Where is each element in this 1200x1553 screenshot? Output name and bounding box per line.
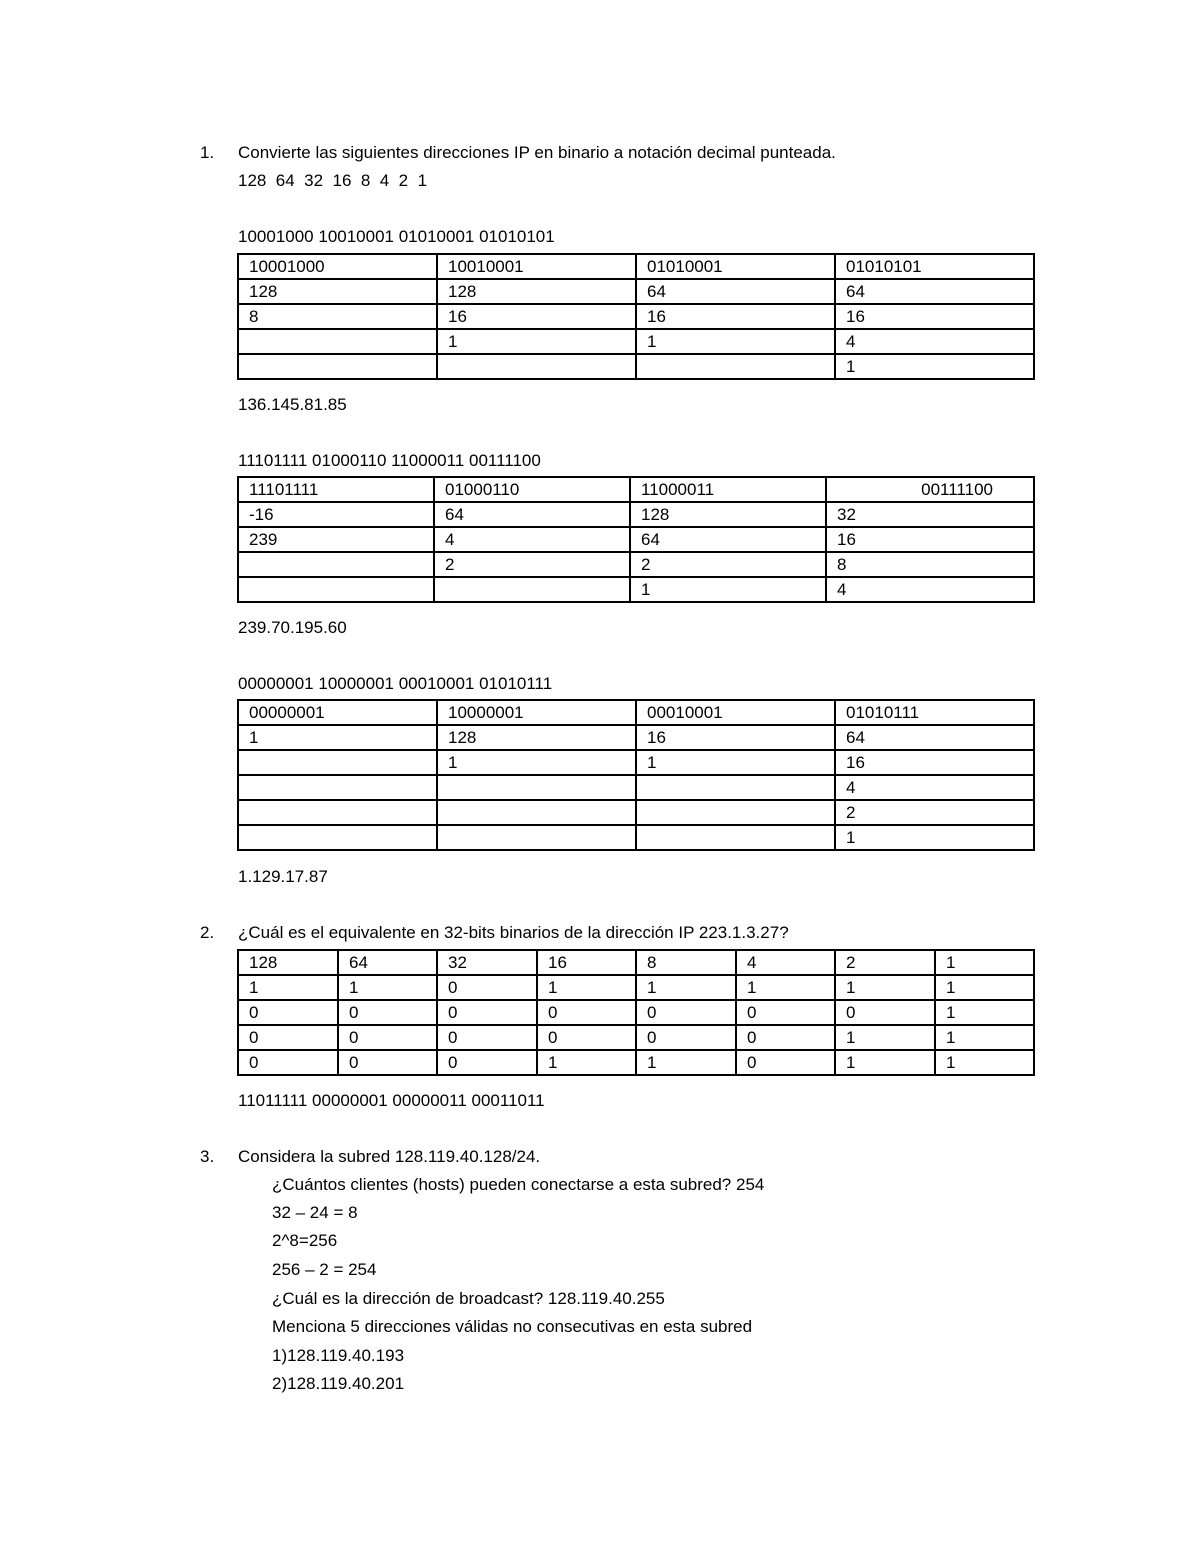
table-cell: 4 [826,577,1034,602]
table-cell: 0 [238,1050,338,1075]
table-cell: 0 [338,1000,437,1025]
table-cell: 2 [630,552,826,577]
table-cell [238,825,437,850]
q3-hosts-question: ¿Cuántos clientes (hosts) pueden conectarse a esta subred? 254 [272,1175,765,1194]
table-cell: 4 [835,775,1034,800]
table-cell: 2 [835,800,1034,825]
table-row [238,1025,1034,1050]
table-row [238,329,1034,354]
table-cell [437,800,636,825]
table-row [238,725,1034,750]
table-row [238,825,1034,850]
table-cell: 128 [437,725,636,750]
table-cell: 11101111 [238,477,434,502]
table-cell: 01010111 [835,700,1034,725]
table-cell: 32 [826,502,1034,527]
q3-broadcast-question: ¿Cuál es la dirección de broadcast? 128.119.40.255 [272,1289,665,1308]
table-cell: 1 [935,1025,1034,1050]
table-cell: 00000001 [238,700,437,725]
table-cell [238,800,437,825]
table-cell: 64 [636,279,835,304]
table-row [238,1000,1034,1025]
q1-block1-result: 136.145.81.85 [238,395,347,414]
q3-calc-line: 256 – 2 = 254 [272,1260,377,1279]
table-cell: 4 [434,527,630,552]
table-row [238,552,1034,577]
table-cell: 1 [935,950,1034,975]
q1-number: 1. [200,143,215,162]
table-cell: 128 [238,950,338,975]
table-cell: 11000011 [630,477,826,502]
table-cell: 01010101 [835,254,1034,279]
table-row [238,700,1034,725]
table-cell: 32 [437,950,537,975]
table-cell: 4 [835,329,1034,354]
table-cell: 1 [835,825,1034,850]
table-cell: 0 [537,1025,636,1050]
q1-bit-weights: 128 64 32 16 8 4 2 1 [238,171,428,190]
table-cell: 128 [630,502,826,527]
table-cell [238,577,434,602]
table-cell: 1 [437,329,636,354]
table-row [238,527,1034,552]
table-cell: 239 [238,527,434,552]
q3-title: Considera la subred 128.119.40.128/24. [238,1147,541,1166]
table-cell: 10001000 [238,254,437,279]
table-cell: 1 [630,577,826,602]
table-cell: 10000001 [437,700,636,725]
table-row [238,304,1034,329]
table-cell: -16 [238,502,434,527]
q3-valid-addresses-prompt: Menciona 5 direcciones válidas no consecutivas en esta subred [272,1317,753,1336]
table-row [238,775,1034,800]
table-cell: 8 [826,552,1034,577]
table-cell: 00111100 [826,477,1034,502]
table-cell: 01000110 [434,477,630,502]
table-cell: 1 [636,329,835,354]
table-cell: 4 [736,950,835,975]
table-cell: 10010001 [437,254,636,279]
table-cell: 0 [537,1000,636,1025]
table-cell: 1 [736,975,835,1000]
q3-calc-line: 2^8=256 [272,1231,338,1250]
q3-address-item: 1)128.119.40.193 [272,1346,405,1365]
table-cell: 2 [835,950,935,975]
q1-block2-table [237,476,1035,603]
table-row [238,950,1034,975]
table-cell: 1 [437,750,636,775]
table-cell [238,354,437,379]
table-cell: 128 [238,279,437,304]
table-cell: 0 [736,1000,835,1025]
table-row [238,477,1034,502]
table-cell: 0 [636,1000,736,1025]
table-cell: 1 [636,750,835,775]
table-cell [636,354,835,379]
table-row [238,354,1034,379]
table-cell: 00010001 [636,700,835,725]
q3-number: 3. [200,1147,215,1166]
table-row [238,800,1034,825]
table-row [238,279,1034,304]
q2-number: 2. [200,923,215,942]
q1-block1-table [237,253,1035,380]
table-cell: 1 [537,1050,636,1075]
table-cell: 1 [835,354,1034,379]
table-cell: 0 [238,1025,338,1050]
table-cell [238,329,437,354]
table-cell: 0 [238,1000,338,1025]
table-cell: 1 [238,975,338,1000]
q3-address-item: 2)128.119.40.201 [272,1374,405,1393]
table-cell: 64 [630,527,826,552]
table-cell: 1 [636,975,736,1000]
q1-block2-binary: 11101111 01000110 11000011 00111100 [238,451,541,470]
table-cell [238,552,434,577]
table-cell: 16 [835,304,1034,329]
table-cell: 1 [835,1050,935,1075]
table-cell: 1 [636,1050,736,1075]
table-cell: 64 [434,502,630,527]
table-cell: 8 [238,304,437,329]
table-row [238,750,1034,775]
table-cell: 2 [434,552,630,577]
table-cell: 16 [636,304,835,329]
table-cell: 1 [835,1025,935,1050]
q1-block2-result: 239.70.195.60 [238,618,347,637]
table-cell: 0 [835,1000,935,1025]
table-cell: 0 [437,1050,537,1075]
q1-block3-result: 1.129.17.87 [238,867,328,886]
table-row [238,254,1034,279]
table-cell: 64 [835,279,1034,304]
table-cell: 0 [636,1025,736,1050]
table-cell: 1 [537,975,636,1000]
table-cell: 0 [338,1025,437,1050]
table-cell: 0 [338,1050,437,1075]
table-cell: 0 [437,1025,537,1050]
table-cell: 01010001 [636,254,835,279]
table-cell: 1 [935,1050,1034,1075]
q1-block1-binary: 10001000 10010001 01010001 01010101 [238,227,555,246]
table-cell: 1 [338,975,437,1000]
table-cell: 16 [636,725,835,750]
table-cell [437,825,636,850]
table-row [238,502,1034,527]
q1-block3-table [237,699,1035,851]
table-cell: 16 [826,527,1034,552]
q1-title: Convierte las siguientes direcciones IP en binario a notación decimal punteada. [238,143,836,162]
table-cell: 1 [238,725,437,750]
table-cell [434,577,630,602]
table-cell: 64 [338,950,437,975]
table-cell: 64 [835,725,1034,750]
table-row [238,1050,1034,1075]
table-cell [636,825,835,850]
table-cell: 128 [437,279,636,304]
table-cell: 1 [935,1000,1034,1025]
table-cell: 0 [736,1050,835,1075]
q2-title: ¿Cuál es el equivalente en 32-bits binarios de la dirección IP 223.1.3.27? [238,923,789,942]
table-cell: 16 [437,304,636,329]
table-cell [437,775,636,800]
table-cell [636,800,835,825]
table-cell [636,775,835,800]
q3-calc-line: 32 – 24 = 8 [272,1203,358,1222]
table-cell [238,750,437,775]
table-row [238,975,1034,1000]
q1-block3-binary: 00000001 10000001 00010001 01010111 [238,674,553,693]
table-cell: 8 [636,950,736,975]
table-cell: 16 [537,950,636,975]
table-cell: 16 [835,750,1034,775]
table-cell [238,775,437,800]
q2-result: 11011111 00000001 00000011 00011011 [238,1091,545,1110]
table-cell: 1 [935,975,1034,1000]
table-cell: 0 [437,1000,537,1025]
table-cell: 0 [437,975,537,1000]
table-cell [437,354,636,379]
table-cell: 0 [736,1025,835,1050]
q2-table [237,949,1035,1076]
table-cell: 1 [835,975,935,1000]
table-row [238,577,1034,602]
